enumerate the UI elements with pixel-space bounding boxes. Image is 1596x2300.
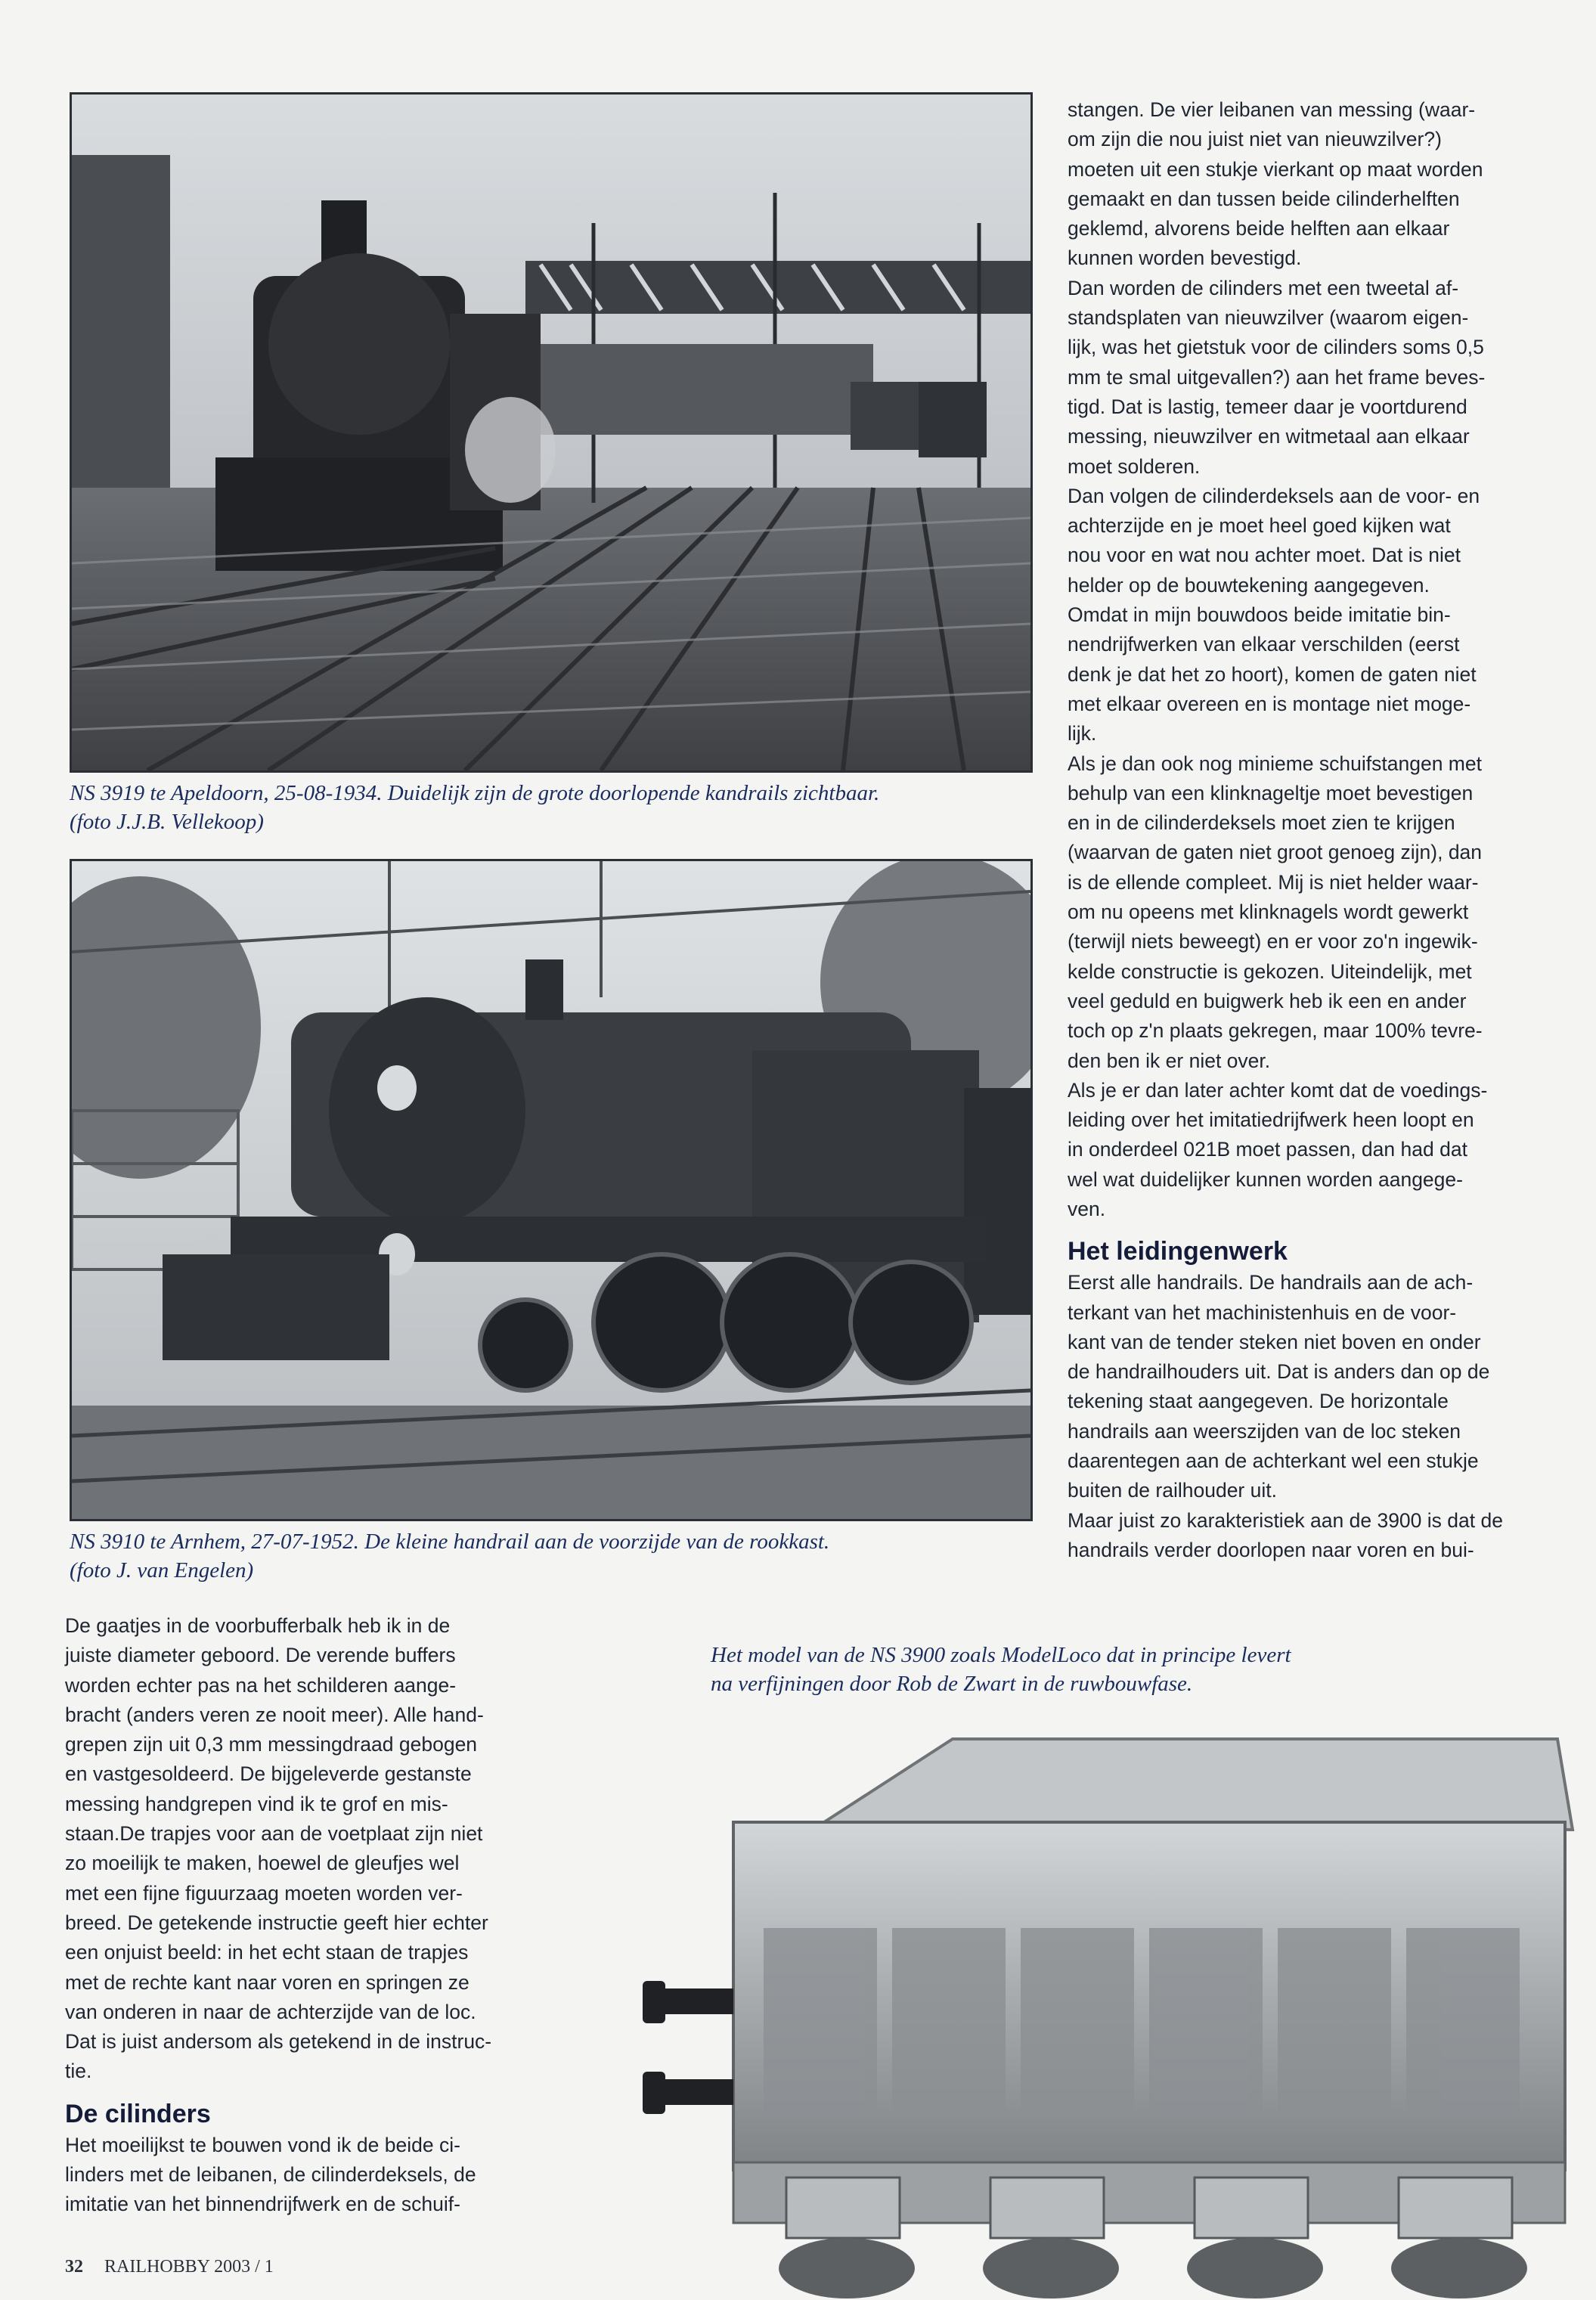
model-tender-photo [635, 1724, 1596, 2300]
text-line: mm te smal uitgevallen?) aan het frame beves- [1068, 365, 1486, 389]
caption-line: NS 3910 te Arnhem, 27-07-1952. De kleine handrail aan de voorzijde van de rookkast. [70, 1530, 830, 1554]
text-line: tekening staat aangegeven. De horizontale [1068, 1390, 1449, 1413]
text-line: met elkaar overeen en is montage niet moge- [1068, 692, 1471, 715]
text-line: staan.De trapjes voor aan de voetplaat zijn niet [65, 1822, 483, 1846]
text-line: Eerst alle handrails. De handrails aan de ach- [1068, 1271, 1474, 1294]
text-line: gemaakt en dan tussen beide cilinderhelften [1068, 187, 1460, 210]
text-line: breed. De getekende instructie geeft hier echter [65, 1911, 488, 1934]
photo-apeldoorn-caption [70, 779, 1028, 836]
text-line: standsplaten van nieuwzilver (waarom eigen- [1068, 306, 1469, 330]
text-line: lijk. [1068, 722, 1097, 745]
left-text-column [65, 1611, 534, 2220]
text-line: messing handgrepen vind ik te grof en mis- [65, 1792, 448, 1815]
text-line: bracht (anders veren ze nooit meer). Alle hand- [65, 1703, 484, 1726]
text-line: grepen zijn uit 0,3 mm messingdraad gebogen [65, 1733, 478, 1756]
text-line: tie. [65, 2060, 92, 2083]
text-line: en in de cilinderdeksels moet zien te krijgen [1068, 811, 1455, 835]
text-line: is de ellende compleet. Mij is niet helder waar- [1068, 870, 1479, 894]
text-line: (terwijl niets beweegt) en er voor zo'n ingewik- [1068, 930, 1478, 953]
text-line: zo moeilijk te maken, hoewel de gleufjes wel [65, 1852, 460, 1875]
text-line: Dat is juist andersom als getekend in de instruc- [65, 2030, 492, 2054]
text-line: Maar juist zo karakteristiek aan de 3900 is dat de [1068, 1508, 1503, 1532]
text-line: Dan worden de cilinders met een tweetal af- [1068, 276, 1459, 299]
text-line: Dan volgen de cilinderdeksels aan de voor- en [1068, 484, 1480, 507]
text-line: linders met de leibanen, de cilinderdeksels, de [65, 2163, 476, 2187]
model-photo-caption [711, 1641, 1467, 1698]
text-line: van onderen in naar de achterzijde van de loc. [65, 2000, 476, 2023]
text-line: (waarvan de gaten niet groot genoeg zijn), dan [1068, 841, 1483, 864]
text-line: achterzijde en je moet heel goed kijken wat [1068, 514, 1451, 538]
text-line: moet solderen. [1068, 454, 1201, 478]
publication-name: RAILHOBBY 2003 / 1 [104, 2257, 274, 2277]
photo-apeldoorn-image [72, 95, 1030, 770]
caption-line: NS 3919 te Apeldoorn, 25-08-1934. Duidelijk zijn de grote doorlopende kandrails zichtbaar. [70, 781, 880, 805]
text-line: en vastgesoldeerd. De bijgeleverde gestanste [65, 1762, 472, 1786]
text-line: in onderdeel 021B moet passen, dan had dat [1068, 1138, 1467, 1161]
page-footer [65, 2257, 274, 2277]
text-line: leiding over het imitatiedrijfwerk heen loopt en [1068, 1108, 1474, 1132]
text-line: met de rechte kant naar voren en springen ze [65, 1970, 470, 1994]
photo-apeldoorn [70, 92, 1033, 773]
text-line: handrails aan weerszijden van de loc steken [1068, 1419, 1461, 1443]
text-line: denk je dat het zo hoort), komen de gaten niet [1068, 662, 1477, 686]
text-line: imitatie van het binnendrijfwerk en de schuif- [65, 2193, 460, 2216]
text-line: messing, nieuwzilver en witmetaal aan elkaar [1068, 425, 1470, 448]
caption-line: (foto J.J.B. Vellekoop) [70, 810, 264, 834]
text-line: nou voor en wat nou achter moet. Dat is niet [1068, 544, 1461, 567]
text-line: stangen. De vier leibanen van messing (waar- [1068, 98, 1476, 121]
text-line: terkant van het machinistenhuis en de voor- [1068, 1300, 1457, 1324]
text-line: kant van de tender steken niet boven en onder [1068, 1330, 1481, 1353]
text-line: juiste diameter geboord. De verende buffers [65, 1644, 456, 1667]
caption-line: (foto J. van Engelen) [70, 1558, 254, 1582]
caption-line: Het model van de NS 3900 zoals ModelLoco dat in principe levert [711, 1643, 1291, 1667]
text-line: moeten uit een stukje vierkant op maat worden [1068, 157, 1483, 181]
text-line: helder op de bouwtekening aangegeven. [1068, 573, 1430, 597]
text-line: tigd. Dat is lastig, temeer daar je voortdurend [1068, 395, 1467, 418]
text-line: buiten de railhouder uit. [1068, 1479, 1277, 1502]
text-line: lijk, was het gietstuk voor de cilinders soms 0,5 [1068, 336, 1484, 359]
text-line: kunnen worden bevestigd. [1068, 246, 1302, 270]
text-line: om zijn die nou juist niet van nieuwzilver?) [1068, 128, 1442, 151]
text-line: nendrijfwerken van elkaar verschilden (eerst [1068, 633, 1460, 656]
text-line: den ben ik er niet over. [1068, 1049, 1271, 1072]
section-heading-leidingenwerk: Het leidingenwerk [1068, 1237, 1288, 1266]
text-line: wel wat duidelijker kunnen worden aangege- [1068, 1167, 1463, 1191]
text-line: handrails verder doorlopen naar voren en bui- [1068, 1538, 1474, 1561]
right-text-column [1068, 95, 1536, 1565]
text-line: geklemd, alvorens beide helften aan elkaar [1068, 217, 1450, 240]
section-heading-cilinders: De cilinders [65, 2099, 211, 2128]
photo-arnhem-image [72, 861, 1030, 1519]
text-line: een onjuist beeld: in het echt staan de trapjes [65, 1941, 469, 1964]
photo-arnhem [70, 859, 1033, 1521]
text-line: Als je dan ook nog minieme schuifstangen met [1068, 752, 1482, 775]
text-line: veel geduld en buigwerk heb ik een en ander [1068, 989, 1467, 1012]
text-line: de handrailhouders uit. Dat is anders dan op de [1068, 1360, 1490, 1384]
text-line: worden echter pas na het schilderen aange- [65, 1673, 457, 1697]
text-line: kelde constructie is gekozen. Uiteindelijk, met [1068, 959, 1472, 983]
text-line: De gaatjes in de voorbufferbalk heb ik in de [65, 1614, 451, 1637]
text-line: Als je er dan later achter komt dat de voedings- [1068, 1078, 1488, 1102]
text-line: met een fijne figuurzaag moeten worden ver- [65, 1881, 463, 1905]
caption-line: na verfijningen door Rob de Zwart in de ruwbouwfase. [711, 1672, 1193, 1696]
text-line: toch op z'n plaats gekregen, maar 100% tevre- [1068, 1019, 1483, 1043]
text-line: Het moeilijkst te bouwen vond ik de beide ci- [65, 2133, 460, 2156]
model-tender-image [635, 1724, 1596, 2300]
text-line: ven. [1068, 1197, 1106, 1220]
text-line: behulp van een klinknageltje moet bevestigen [1068, 781, 1474, 804]
text-line: Omdat in mijn bouwdoos beide imitatie bin- [1068, 603, 1451, 627]
page-number: 32 [65, 2257, 83, 2277]
text-line: daarentegen aan de achterkant wel een stukje [1068, 1449, 1479, 1473]
photo-arnhem-caption [70, 1527, 1028, 1585]
text-line: om nu opeens met klinknagels wordt gewerkt [1068, 900, 1469, 924]
